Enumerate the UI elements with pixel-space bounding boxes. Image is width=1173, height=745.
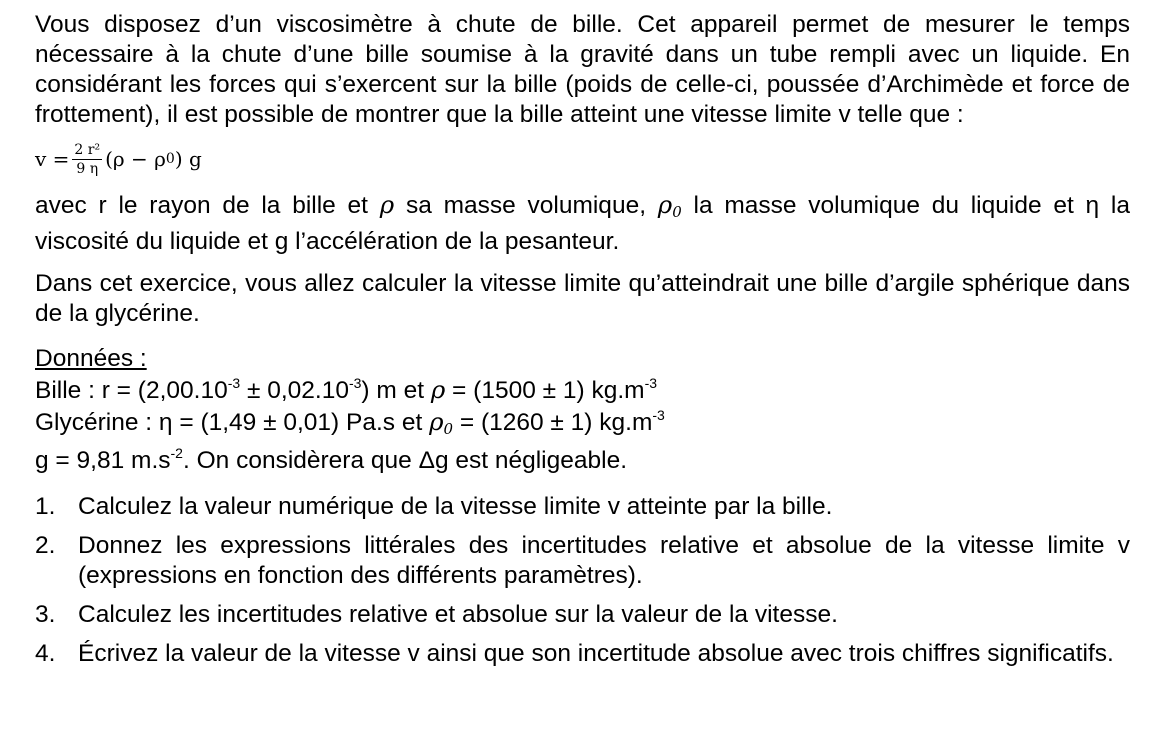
question-text: Donnez les expressions littérales des incertitudes relative et absolue de la vitesse limite v (expressions en fonction des différents paramètres).	[78, 532, 1130, 589]
question-item	[35, 639, 1130, 669]
question-number: 1.	[35, 493, 56, 520]
definitions-part3: la masse volumique du liquide et η la viscosité du liquide et g l’accélération de la pesanteur.	[35, 192, 1131, 255]
stokes-formula	[35, 128, 1130, 190]
question-number: 3.	[35, 601, 56, 628]
definitions-part2: sa masse volumique,	[394, 192, 658, 219]
formula-fraction	[72, 142, 102, 177]
question-text: Écrivez la valeur de la vitesse v ainsi que son incertitude absolue avec trois chiffres significatifs.	[78, 640, 1114, 667]
question-number: 4.	[35, 640, 56, 667]
formula-lhs: v =	[35, 147, 70, 171]
formula-close: ) g	[174, 147, 202, 171]
formula-denominator: 9 η	[76, 160, 99, 177]
data-line-gravity: g = 9,81 $m.s^{-2}$. On considèrera que Δg est négligeable.	[35, 445, 628, 474]
rho0-symbol: ρ	[657, 190, 673, 219]
questions-list	[35, 492, 1130, 669]
question-item	[35, 492, 1130, 522]
definitions-part1: avec r le rayon de la bille et	[35, 192, 380, 219]
rho-symbol: ρ	[379, 190, 395, 219]
intro-paragraph: Vous disposez d’un viscosimètre à chute de bille. Cet appareil permet de mesurer le temps nécessaire à la chute d’une bille soumise à la gravité dans un tube rempli avec un liquide. En considérant les forces qui s’exercent sur la bille (poids de celle-ci, poussée d’Archimède et force de frottement), il est possible de montrer que la bille atteint une vitesse limite v telle que :	[35, 11, 1130, 128]
question-text: Calculez les incertitudes relative et absolue sur la valeur de la vitesse.	[78, 601, 838, 628]
data-heading: Données :	[35, 345, 147, 372]
question-item	[35, 531, 1130, 591]
question-text: Calculez la valeur numérique de la vitesse limite v atteinte par la bille.	[78, 493, 833, 520]
rho0-subscript: 0	[672, 203, 682, 221]
formula-open: (ρ − ρ	[105, 147, 166, 171]
data-line-glycerine: Glycérine : η = (1,49 ± 0,01) Pa.s et ρ0 = (1260 ± 1) $kg.m^{-3}$	[35, 407, 665, 438]
data-line-bille: Bille : $r = (2,00.10^{-3} \pm 0,02.10^{-3})$ m et ρ = (1500 ± 1) $kg.m^{-3}$	[35, 375, 658, 404]
data-section	[35, 343, 1130, 476]
formula-sub: 0	[165, 151, 175, 167]
definitions-paragraph	[35, 190, 1130, 257]
question-number: 2.	[35, 532, 56, 559]
question-item	[35, 600, 1130, 630]
formula-numerator: 2 r²	[74, 141, 101, 158]
exercise-paragraph: Dans cet exercice, vous allez calculer la vitesse limite qu’atteindrait une bille d’argile sphérique dans de la glycérine.	[35, 270, 1130, 327]
